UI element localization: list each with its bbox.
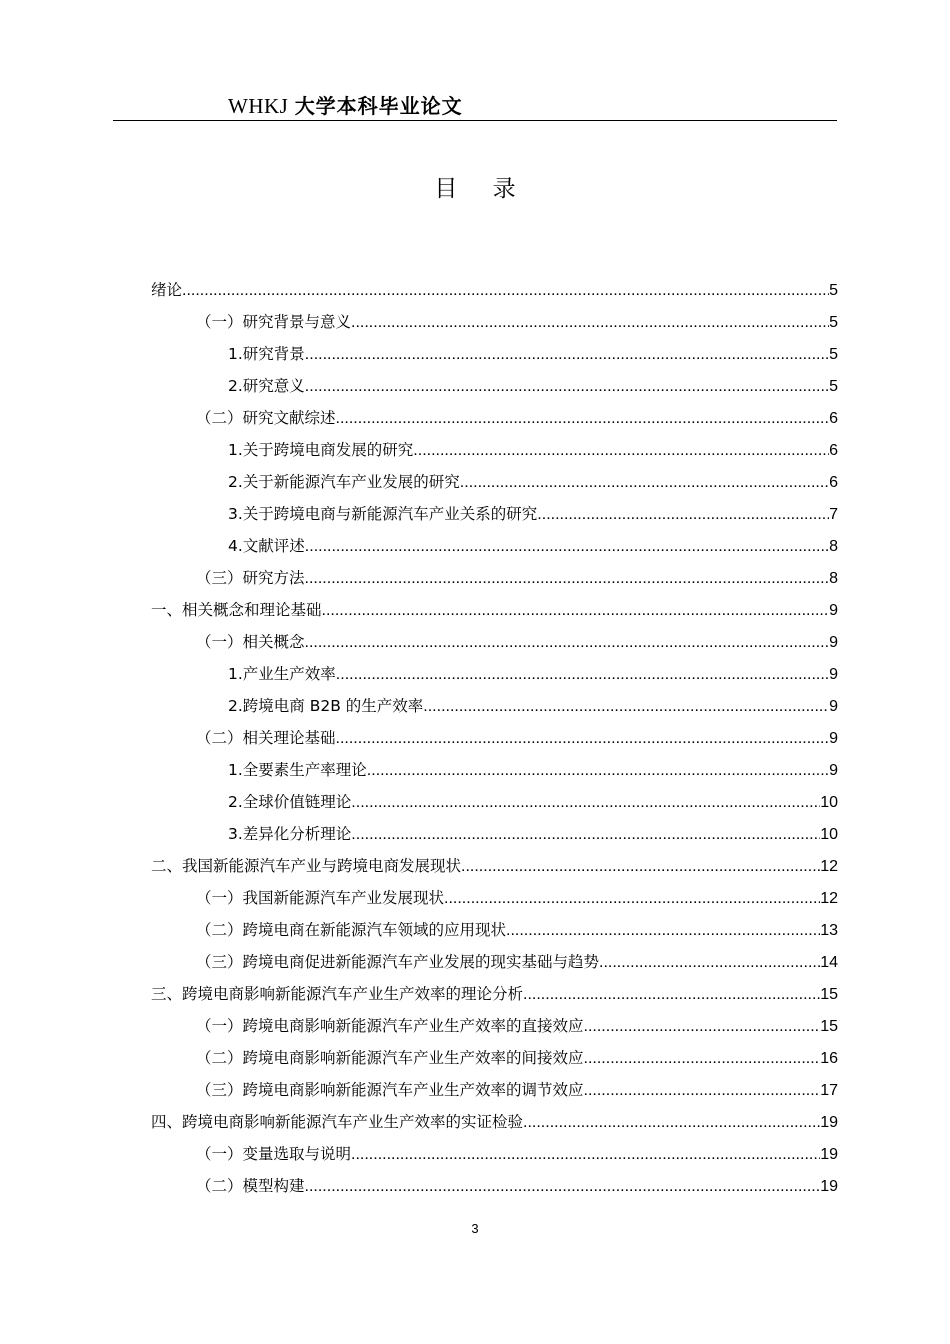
- toc-entry-page: 6: [829, 442, 838, 459]
- toc-entry-title: （三）跨境电商影响新能源汽车产业生产效率的调节效应: [196, 1081, 584, 1099]
- toc-entry-title: （二）模型构建: [196, 1177, 305, 1195]
- toc-dot-leader: [305, 627, 830, 659]
- toc-entry-page: 8: [829, 538, 838, 555]
- toc-entry-page: 17: [820, 1082, 838, 1099]
- toc-entry-title: 一、相关概念和理论基础: [151, 601, 322, 619]
- toc-entry-page: 5: [829, 314, 838, 331]
- toc-entry[interactable]: [151, 1042, 838, 1074]
- toc-entry-title: 绪论: [151, 281, 183, 299]
- toc-entry-page: 9: [829, 602, 838, 619]
- header-cjk-text: 大学本科毕业论文: [294, 94, 463, 118]
- toc-entry-page: 8: [829, 570, 838, 587]
- toc-entry[interactable]: [151, 1074, 838, 1106]
- toc-dot-leader: [322, 595, 830, 627]
- toc-dot-leader: [305, 371, 829, 403]
- toc-dot-leader: [305, 339, 829, 371]
- toc-dot-leader: [336, 403, 830, 435]
- toc-entry-page: 12: [820, 890, 838, 907]
- toc-entry[interactable]: [151, 562, 838, 594]
- toc-dot-leader: [413, 435, 829, 467]
- toc-entry-page: 16: [820, 1050, 838, 1067]
- toc-entry-title: 四、跨境电商影响新能源汽车产业生产效率的实证检验: [151, 1113, 524, 1131]
- toc-entry[interactable]: [151, 1010, 838, 1042]
- toc-dot-leader: [584, 1043, 821, 1075]
- toc-entry[interactable]: [151, 274, 838, 306]
- toc-entry-title: 2.关于新能源汽车产业发展的研究: [228, 473, 460, 491]
- toc-entry-title: 三、跨境电商影响新能源汽车产业生产效率的理论分析: [151, 985, 524, 1003]
- toc-entry-title: （一）跨境电商影响新能源汽车产业生产效率的直接效应: [196, 1017, 584, 1035]
- toc-entry-page: 10: [820, 826, 838, 843]
- toc-entry-page: 13: [820, 922, 838, 939]
- toc-entry[interactable]: [151, 530, 838, 562]
- toc-entry[interactable]: [151, 690, 838, 722]
- toc-entry[interactable]: [151, 498, 838, 530]
- toc-entry-page: 19: [820, 1146, 838, 1163]
- toc-entry-title: （三）研究方法: [196, 569, 305, 587]
- toc-dot-leader: [423, 691, 829, 723]
- toc-entry-title: （二）相关理论基础: [196, 729, 336, 747]
- header-rule: [113, 120, 837, 121]
- running-header: [228, 94, 463, 118]
- toc-entry-page: 5: [829, 378, 838, 395]
- toc-entry[interactable]: [151, 338, 838, 370]
- toc-entry-title: （二）研究文献综述: [196, 409, 336, 427]
- toc-entry[interactable]: [151, 818, 838, 850]
- toc-entry[interactable]: [151, 402, 838, 434]
- toc-dot-leader: [336, 723, 830, 755]
- toc-entry-page: 6: [829, 474, 838, 491]
- toc-entry-title: （一）我国新能源汽车产业发展现状: [196, 889, 445, 907]
- toc-entry-title: （二）跨境电商影响新能源汽车产业生产效率的间接效应: [196, 1049, 584, 1067]
- toc-entry[interactable]: [151, 786, 838, 818]
- header-latin-text: WHKJ: [228, 94, 289, 118]
- toc-entry[interactable]: [151, 850, 838, 882]
- toc-entry-page: 9: [829, 762, 838, 779]
- toc-dot-leader: [584, 1011, 821, 1043]
- toc-dot-leader: [523, 979, 820, 1011]
- toc-entry-title: 1.研究背景: [228, 345, 305, 363]
- page-number: 3: [471, 1221, 479, 1236]
- toc-entry-page: 14: [820, 954, 838, 971]
- toc-dot-leader: [351, 787, 820, 819]
- toc-entry[interactable]: [151, 1138, 838, 1170]
- toc-entry-title: （二）跨境电商在新能源汽车领域的应用现状: [196, 921, 507, 939]
- toc-entry[interactable]: [151, 466, 838, 498]
- toc-dot-leader: [351, 1139, 820, 1171]
- toc-entry-page: 5: [829, 282, 838, 299]
- toc-entry-page: 7: [829, 506, 838, 523]
- toc-dot-leader: [584, 1075, 821, 1107]
- toc-entry[interactable]: [151, 946, 838, 978]
- toc-entry-title: 1.产业生产效率: [228, 665, 336, 683]
- toc-dot-leader: [599, 947, 820, 979]
- toc-entry-title: 2.研究意义: [228, 377, 305, 395]
- toc-entry[interactable]: [151, 658, 838, 690]
- toc-entry-page: 9: [829, 666, 838, 683]
- toc-entry-page: 15: [820, 986, 838, 1003]
- toc-dot-leader: [460, 467, 829, 499]
- toc-entry[interactable]: [151, 914, 838, 946]
- toc-entry-page: 9: [829, 730, 838, 747]
- toc-entry-page: 19: [820, 1178, 838, 1195]
- toc-entry-page: 9: [829, 634, 838, 651]
- toc-dot-leader: [367, 755, 829, 787]
- toc-dot-leader: [305, 531, 829, 563]
- toc-entry[interactable]: [151, 626, 838, 658]
- toc-entry[interactable]: [151, 978, 838, 1010]
- toc-entry-title: 3.关于跨境电商与新能源汽车产业关系的研究: [228, 505, 538, 523]
- toc-entry[interactable]: [151, 1106, 838, 1138]
- table-of-contents: [151, 274, 838, 1202]
- toc-dot-leader: [444, 883, 820, 915]
- toc-entry-title: 4.文献评述: [228, 537, 305, 555]
- toc-entry[interactable]: [151, 306, 838, 338]
- toc-dot-leader: [305, 1171, 821, 1203]
- toc-heading: 目 录: [434, 176, 530, 202]
- toc-dot-leader: [461, 851, 820, 883]
- toc-entry-title: （一）研究背景与意义: [196, 313, 352, 331]
- toc-entry[interactable]: [151, 370, 838, 402]
- toc-entry-page: 10: [820, 794, 838, 811]
- toc-dot-leader: [537, 499, 829, 531]
- toc-entry-title: 2.全球价值链理论: [228, 793, 352, 811]
- toc-entry[interactable]: [151, 434, 838, 466]
- toc-entry[interactable]: [151, 594, 838, 626]
- toc-dot-leader: [305, 563, 830, 595]
- toc-entry-title: 2.跨境电商 B2B 的生产效率: [228, 697, 424, 715]
- toc-entry-title: （一）相关概念: [196, 633, 305, 651]
- toc-dot-leader: [351, 819, 820, 851]
- toc-entry[interactable]: [151, 1170, 838, 1202]
- toc-entry-title: 1.全要素生产率理论: [228, 761, 367, 779]
- toc-dot-leader: [182, 275, 829, 307]
- toc-entry[interactable]: [151, 722, 838, 754]
- toc-entry[interactable]: [151, 754, 838, 786]
- toc-entry-page: 19: [820, 1114, 838, 1131]
- toc-entry-page: 6: [829, 410, 838, 427]
- toc-entry-title: 3.差异化分析理论: [228, 825, 352, 843]
- toc-dot-leader: [506, 915, 820, 947]
- toc-entry-page: 12: [820, 858, 838, 875]
- toc-entry-page: 9: [829, 698, 838, 715]
- toc-entry-page: 15: [820, 1018, 838, 1035]
- toc-dot-leader: [351, 307, 829, 339]
- toc-entry-title: （三）跨境电商促进新能源汽车产业发展的现实基础与趋势: [196, 953, 600, 971]
- toc-entry-title: 二、我国新能源汽车产业与跨境电商发展现状: [151, 857, 462, 875]
- toc-entry[interactable]: [151, 882, 838, 914]
- toc-entry-title: （一）变量选取与说明: [196, 1145, 352, 1163]
- toc-dot-leader: [523, 1107, 820, 1139]
- toc-dot-leader: [336, 659, 829, 691]
- toc-entry-page: 5: [829, 346, 838, 363]
- toc-entry-title: 1.关于跨境电商发展的研究: [228, 441, 414, 459]
